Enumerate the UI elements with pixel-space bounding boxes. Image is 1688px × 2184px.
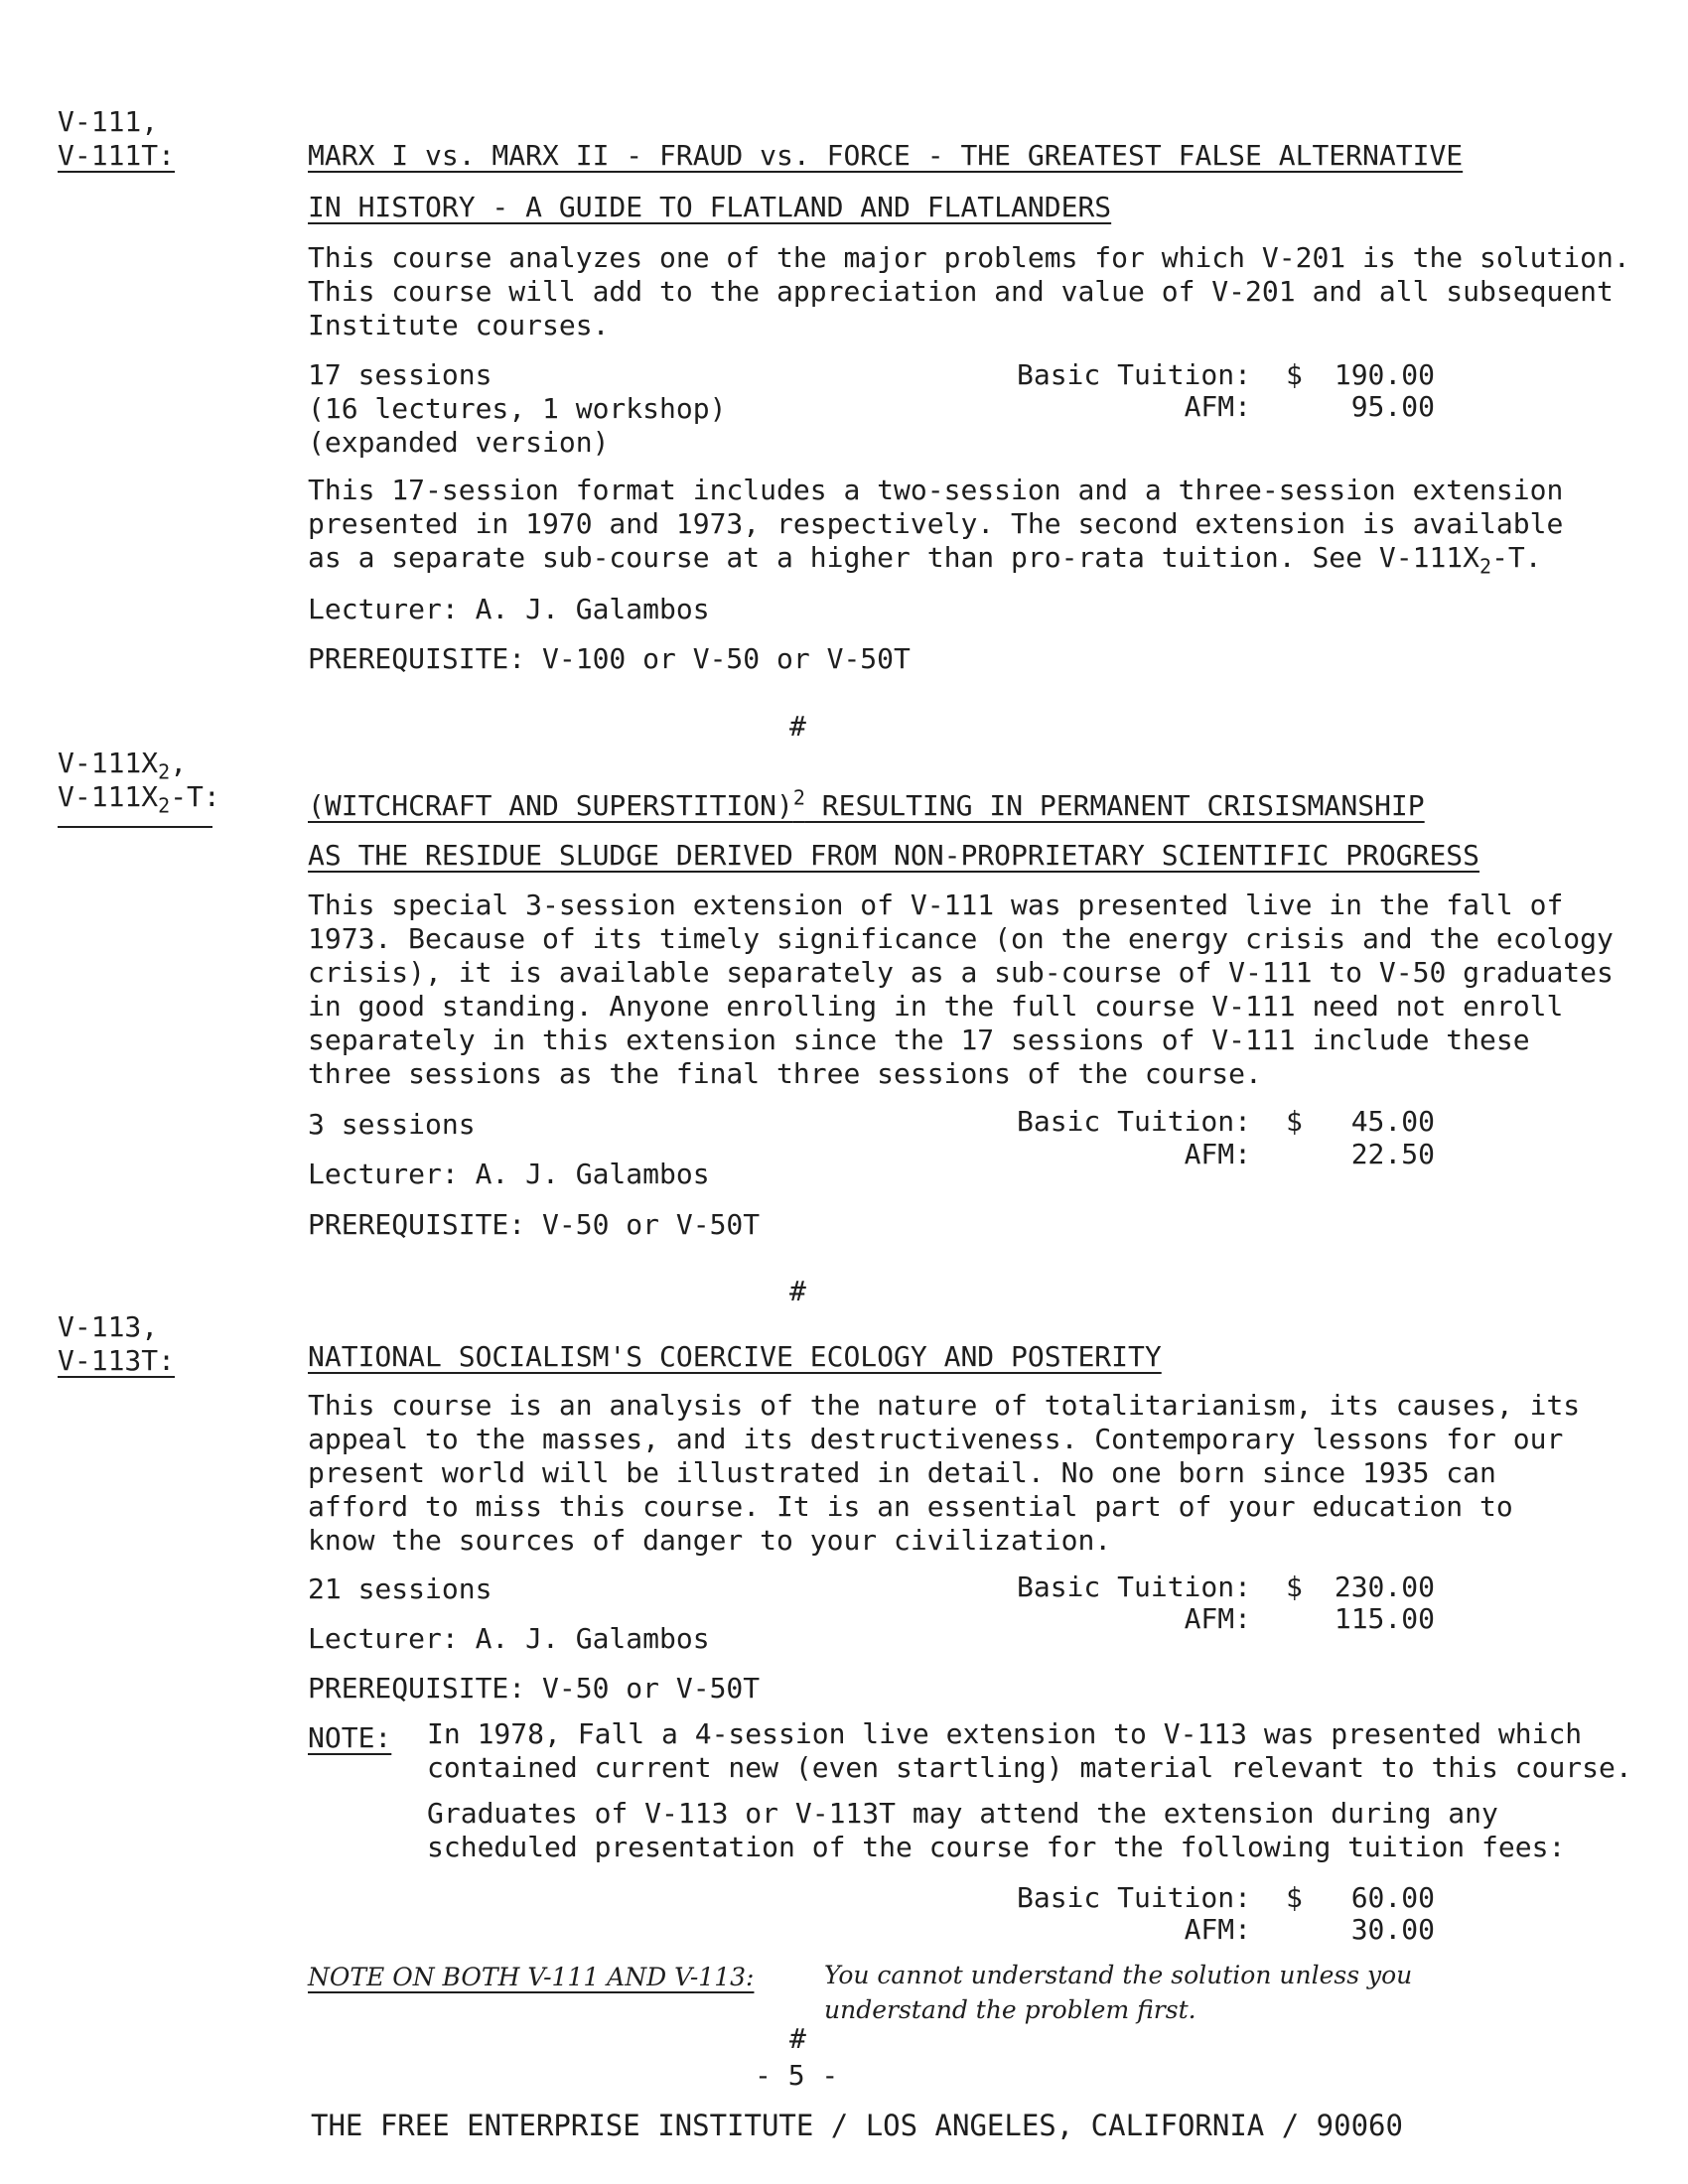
session-count: 21 sessions <box>308 1572 492 1605</box>
course-title: NATIONAL SOCIALISM'S COERCIVE ECOLOGY AND POSTERITY <box>308 1340 1162 1373</box>
basic-tuition-amount: 45.00 <box>1350 1105 1435 1138</box>
basic-tuition-label: Basic Tuition: <box>1016 358 1251 391</box>
final-note-label: NOTE ON BOTH V-111 AND V-113: <box>308 1963 755 1991</box>
course-title-line1: (WITCHCRAFT AND SUPERSTITION)$^2$ RESULTING IN PERMANENT CRISISMANSHIP <box>308 785 1425 822</box>
course-code: $V-111X_2$, <box>58 747 188 784</box>
course-title-line2: IN HISTORY - A GUIDE TO FLATLAND AND FLATLANDERS <box>308 191 1112 223</box>
lecturer: Lecturer: A. J. Galambos <box>308 1158 710 1190</box>
currency-symbol: $ <box>1286 1105 1303 1138</box>
course-code-t: V-111T: <box>58 139 176 172</box>
lecturer: Lecturer: A. J. Galambos <box>308 1622 710 1655</box>
extension-text-line3: as a separate sub-course at a higher than pro-rata tuition. See $V-111X_2-T$. <box>308 541 1542 579</box>
session-count: 17 sessions <box>308 358 492 391</box>
afm-amount: 95.00 <box>1350 390 1435 423</box>
ext-afm-label: AFM: <box>1184 1913 1251 1946</box>
course-description: This course analyzes one of the major problems for which V-201 is the solution. This course will add to the appreciation and value of V-201 and all subsequent Institute courses. <box>308 241 1630 341</box>
note-text: In 1978, Fall a 4-session live extension to V-113 was presented which contained current new (even startling) material relevant to this course. <box>427 1717 1632 1784</box>
session-count: 3 sessions <box>308 1108 476 1141</box>
lecturer: Lecturer: A. J. Galambos <box>308 593 710 625</box>
afm-amount: 115.00 <box>1334 1602 1435 1635</box>
currency-symbol: $ <box>1286 1570 1303 1603</box>
prerequisite: PREREQUISITE: V-50 or V-50T <box>308 1672 761 1705</box>
course-title-line1: MARX I vs. MARX II - FRAUD vs. FORCE - THE GREATEST FALSE ALTERNATIVE <box>308 139 1464 172</box>
course-code-t: V-113T: <box>58 1344 176 1377</box>
basic-tuition-label: Basic Tuition: <box>1016 1105 1251 1138</box>
afm-label: AFM: <box>1184 1602 1251 1635</box>
course-code: V-111, <box>58 105 159 138</box>
basic-tuition-amount: 230.00 <box>1334 1570 1435 1603</box>
session-version: (expanded version) <box>308 426 610 459</box>
basic-tuition-label: Basic Tuition: <box>1016 1570 1251 1603</box>
currency-symbol: $ <box>1286 358 1303 391</box>
ext-afm-amount: 30.00 <box>1350 1913 1435 1946</box>
note-text-fees: Graduates of V-113 or V-113T may attend the extension during any scheduled presentation of the course for the following tuition fees: <box>427 1797 1566 1863</box>
code-underline <box>58 826 212 828</box>
section-separator: # <box>789 2022 806 2055</box>
extension-text-line2: presented in 1970 and 1973, respectively. The second extension is available <box>308 507 1564 540</box>
course-code-t: $V-111X_2-T$: <box>58 780 220 818</box>
course-description: This course is an analysis of the nature of totalitarianism, its causes, its appeal to the masses, and its destructiveness. Contemporary lessons for our present world will be illustrated in detail. No one born since 1935 can afford to miss this course. It is an essential part of your education to know the sources of danger to your civilization. <box>308 1389 1581 1557</box>
section-separator: # <box>789 1275 806 1307</box>
ext-basic-tuition-label: Basic Tuition: <box>1016 1881 1251 1914</box>
course-code: V-113, <box>58 1310 159 1343</box>
footer-institute: THE FREE ENTERPRISE INSTITUTE / LOS ANGELES, CALIFORNIA / 90060 <box>311 2109 1403 2142</box>
afm-amount: 22.50 <box>1350 1138 1435 1170</box>
afm-label: AFM: <box>1184 390 1251 423</box>
prerequisite: PREREQUISITE: V-50 or V-50T <box>308 1208 761 1241</box>
session-detail: (16 lectures, 1 workshop) <box>308 392 727 425</box>
afm-label: AFM: <box>1184 1138 1251 1170</box>
basic-tuition-amount: 190.00 <box>1334 358 1435 391</box>
section-separator: # <box>789 710 806 743</box>
ext-basic-tuition-amount: 60.00 <box>1350 1881 1435 1914</box>
prerequisite: PREREQUISITE: V-100 or V-50 or V-50T <box>308 642 911 675</box>
course-description: This special 3-session extension of V-111 was presented live in the fall of 1973. Because of its timely significance (on the energy crisis and the ecology crisis), it is available separately as a sub-course of V-111 to V-50 graduates in good standing. Anyone enrolling in the full course V-111 need not enroll separately in this extension since the 17 sessions of V-111 include these three sessions as the final three sessions of the course. <box>308 888 1614 1090</box>
note-label: NOTE: <box>308 1721 392 1754</box>
page-number: - 5 - <box>755 2059 839 2092</box>
final-note-text: You cannot understand the solution unless you understand the problem first. <box>824 1961 1413 2024</box>
extension-text-line1: This 17-session format includes a two-session and a three-session extension <box>308 474 1564 506</box>
currency-symbol: $ <box>1286 1881 1303 1914</box>
course-title-line2: AS THE RESIDUE SLUDGE DERIVED FROM NON-PROPRIETARY SCIENTIFIC PROGRESS <box>308 839 1480 872</box>
